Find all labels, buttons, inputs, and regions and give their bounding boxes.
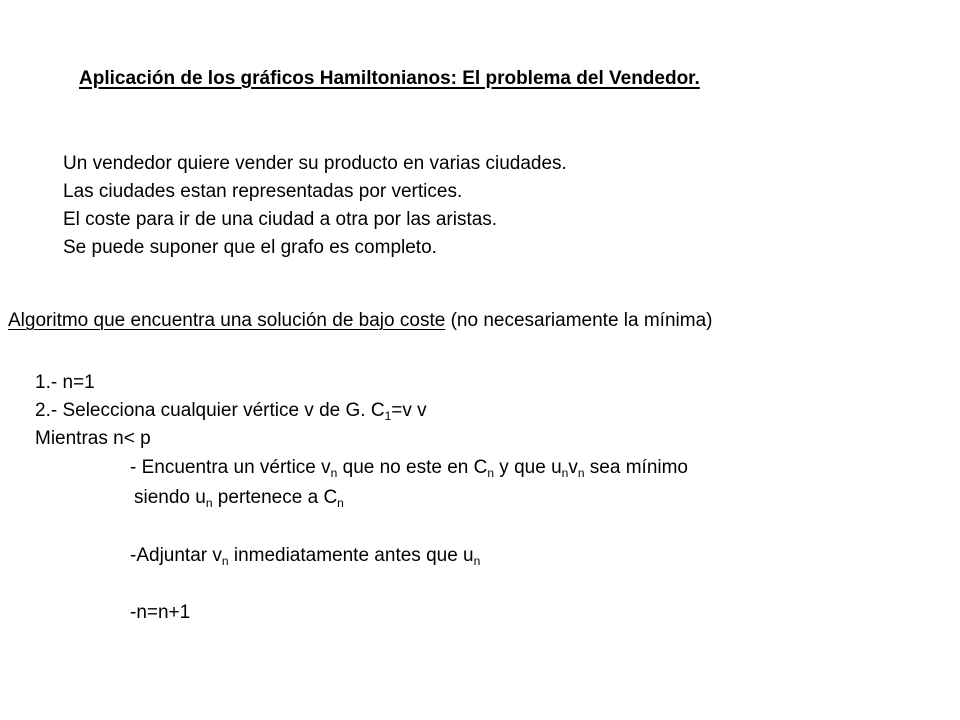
while-line: Mientras n< p (35, 428, 151, 449)
intro-line-2: Las ciudades estan representadas por vertices. (63, 181, 463, 202)
find-c-sub: n (561, 466, 569, 480)
find-b-sub: n (487, 466, 495, 480)
find-d-sub: n (577, 466, 585, 480)
being-b: pertenece a C (212, 487, 338, 508)
being-line (134, 487, 344, 509)
page-title: Aplicación de los gráficos Hamiltonianos: El problema del Vendedor. (79, 68, 700, 89)
attach-a-sub: n (221, 554, 229, 568)
increment-line: -n=n+1 (130, 602, 191, 623)
find-c: y que u (494, 457, 562, 478)
attach-line (130, 545, 480, 567)
attach-a: -Adjuntar v (130, 545, 222, 566)
attach-b: inmediatamente antes que u (228, 545, 474, 566)
intro-line-4: Se puede suponer que el grafo es completo. (63, 237, 437, 258)
being-b-sub: n (337, 496, 344, 510)
step-2-tail: =v v (391, 400, 427, 421)
intro-line-1: Un vendedor quiere vender su producto en varias ciudades. (63, 153, 567, 174)
find-d: v (568, 457, 578, 478)
step-2-text: 2.- Selecciona cualquier vértice v de G. C (35, 400, 385, 421)
attach-b-sub: n (473, 554, 481, 568)
intro-line-3: El coste para ir de una ciudad a otra por las aristas. (63, 209, 498, 230)
step-2-sub: 1 (384, 409, 392, 423)
find-a: - Encuentra un vértice v (130, 457, 331, 478)
find-a-sub: n (330, 466, 338, 480)
step-2 (35, 400, 427, 422)
algorithm-heading-rest: (no necesariamente la mínima) (445, 310, 713, 331)
find-e: sea mínimo (584, 457, 688, 478)
find-b: que no este en C (337, 457, 488, 478)
find-line (130, 457, 688, 479)
algorithm-heading (8, 310, 712, 332)
being-a: siendo u (134, 487, 206, 508)
algorithm-heading-underlined: Algoritmo que encuentra una solución de bajo coste (8, 310, 446, 331)
step-1: 1.- n=1 (35, 372, 95, 393)
being-a-sub: n (205, 496, 213, 510)
